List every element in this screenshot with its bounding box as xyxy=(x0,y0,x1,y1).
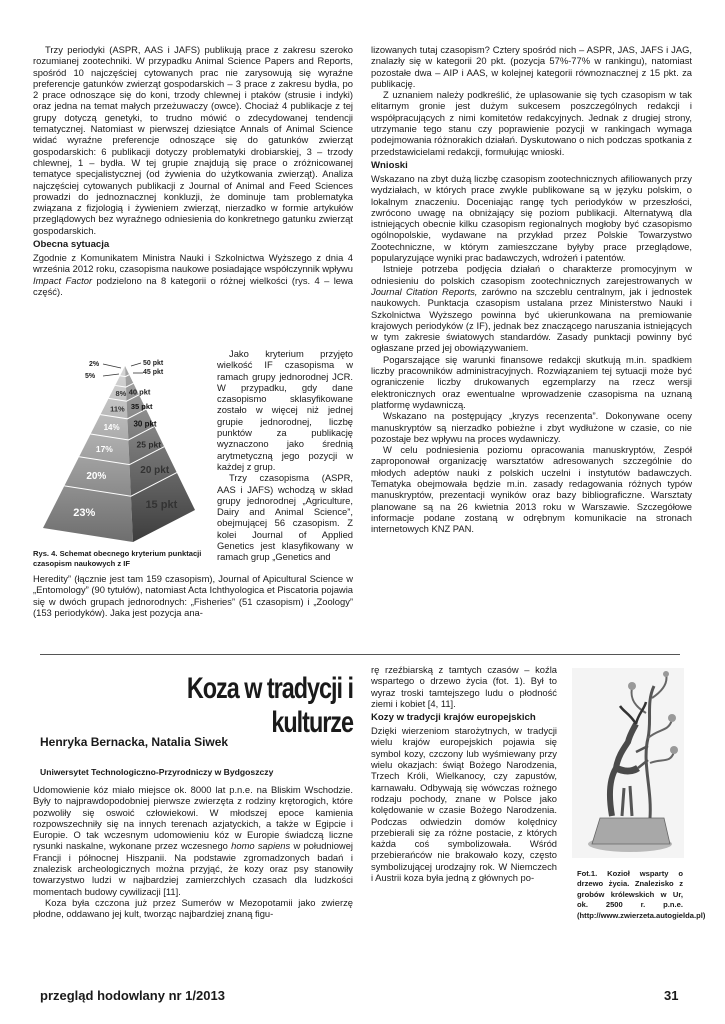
paragraph: Trzy czasopisma (ASPR, AAS i JAFS) wchodzą w skład grupy jednorodnej „Agriculture, Dairy and Animal Science”, obejmującej 56 czasopism. Z kolei Journal of Applied Genetics jest klasyfikowany w ramach grup „Genetics and xyxy=(217,472,353,563)
paragraph: Pogarszające się warunki finansowe redakcji skutkują m.in. spadkiem liczby pracowników administracyjnych. Rozwiązaniem tej sytuacji może być ograniczenie liczby drukowanych egzemplarzy na rzecz wersji elektronicznych oraz ewentualne wprowadzenie czasopisma na uznaną platformę wydawniczą. xyxy=(371,353,692,410)
paragraph-continued: Heredity” (łącznie jest tam 159 czasopism), Journal of Apicultural Science w „Entomology” (90 tytułów), natomiast Acta Ichthyologica et Piscatoria pojawia się w dwóch grupach jednorodnych: „Fisheries” (51 czasopism) i „Zoology” (153 periodyków). Jaka jest pozycja ana- xyxy=(33,573,353,618)
pyramid-points-label: 30 pkt xyxy=(133,419,157,429)
right-column xyxy=(371,44,692,534)
article-title: Koza w tradycji i kulturze xyxy=(186,672,353,739)
pyramid-points-label: 40 pkt xyxy=(128,387,151,397)
paragraph: Zgodnie z Komunikatem Ministra Nauki i Szkolnictwa Wyższego z dnia 4 września 2012 roku, czasopisma naukowe posiadające współczynnik wpływu Impact Factor podzielono na 8 kategorii o różnej wielkości (rys. 4 – lewa część). xyxy=(33,252,353,297)
text-beside-figure xyxy=(217,348,353,563)
pyramid-percent-label: 2% xyxy=(89,361,100,368)
pyramid-points-label: 35 pkt xyxy=(130,402,153,411)
paragraph: Jako kryterium przyjęto wielkość IF czasopisma w ramach grupy jednorodnej JCR. W przypadku, gdy dane czasopismo sklasyfikowane zostało w więcej niż jednej grupie jednorodnej, liczbę punktów za publikację wyznaczono jako średnią arytmetyczną jego pozycji w każdej z grup. xyxy=(217,348,353,472)
pyramid-points-label: 45 pkt xyxy=(143,369,164,376)
arrow-line xyxy=(103,364,121,368)
figure-caption: Rys. 4. Schemat obecnego kryterium punktacji czasopism naukowych z IF xyxy=(33,549,202,568)
pyramid-points-label: 15 pkt xyxy=(145,499,178,512)
section-divider xyxy=(40,654,680,655)
section-heading: Obecna sytuacja xyxy=(33,239,110,251)
pyramid-figure xyxy=(33,356,215,576)
pyramid-chart xyxy=(33,356,215,546)
pyramid-percent-label: 23% xyxy=(73,507,96,520)
paragraph: Koza była czczona już przez Sumerów w Mezopotamii jako zwierzę płodne, oddawano jej kult, tworząc najbardziej znaną figu- xyxy=(33,896,353,920)
arrow-line xyxy=(103,374,119,376)
pyramid-percent-label: 11% xyxy=(110,404,125,414)
page-number: 31 xyxy=(664,988,679,1003)
paragraph: lizowanych tutaj czasopism? Cztery spośród nich – ASPR, JAS, JAFS i JAG, znalazły się w kategorii 20 pkt. (pozycja 57%-77% w rankingu), natomiast pozostałe dwa – AIP i AAS, w kolejnej kategorii równoznacznej z 15 pkt. za publikację. xyxy=(371,44,692,89)
article-right-column xyxy=(371,664,557,883)
paragraph: W celu podniesienia poziomu opracowania manuskryptów, Zespół zaproponował organizację warsztatów adresowanych szczególnie do młodych adeptów nauki z polskich uczelni i instytutów badawczych. Tematyka obejmowała będzie m.in. zasady redagowania różnych typów manuskryptów, prezentacji wyników oraz bazy bibliograficzne. Warsztaty planowane są na 26 kwietnia 2013 roku w Warszawie. Szczegółowe informacje podane zostaną w odrębnym komunikacie na stronach internetowych KNZ PAN. xyxy=(371,444,692,535)
paragraph: Wskazano na postępujący „kryzys recenzenta”. Dokonywane oceny manuskryptów są nierzadko pobieżne i zbyt wydłużone w czasie, co nie pozostaje bez wpływu na proces wydawniczy. xyxy=(371,410,692,444)
goat-statue-photo xyxy=(572,668,684,858)
article-authors: Henryka Bernacka, Natalia Siwek xyxy=(40,735,229,749)
text-below-figure xyxy=(33,573,353,618)
section-heading: Kozy w tradycji krajów europejskich xyxy=(371,712,536,724)
paragraph: Z uznaniem należy podkreślić, że uplasowanie się tych czasopism w tak elitarnym gronie jest dużym sukcesem poszczególnych redakcji i współpracujących z nimi komitetów redakcyjnych. Jednak z drugiej strony, utrzymanie tego stanu czy poprawienie pozycji w rankingach wymaga podejmowania różnorakich działań. Dyskutowano o nich podczas spotkania z przedstawicielami redakcji, formułując wnioski. xyxy=(371,89,692,157)
goat-statue-illustration xyxy=(572,668,684,858)
arrow-line xyxy=(131,363,141,366)
pyramid-percent-label: 17% xyxy=(95,443,113,454)
pyramid-percent-label: 5% xyxy=(85,373,96,380)
pyramid-percent-label: 20% xyxy=(86,470,107,482)
article-affiliation: Uniwersytet Technologiczno-Przyrodniczy w Bydgoszczy xyxy=(40,767,274,777)
pyramid-percent-label: 8% xyxy=(115,389,127,399)
pyramid-points-label: 20 pkt xyxy=(140,465,170,476)
paragraph: Trzy periodyki (ASPR, AAS i JAFS) publikują prace z zakresu szeroko rozumianej zootechniki. W przypadku Animal Science Papers and Reports, spośród 10 najczęściej cytowanych prac nie zarysowują się wyraźne preferencje gatunków zwierząt gospodarskich – 3 prace z zakresu bydła, po 2 prace odnoszące się do koni, trzody chlewnej i ptaków (strusie i indyki) oraz jedna na temat małych przeżuwaczy (owce). Chociaż 4 publikacje z tej grupy dotyczą genetyki, to trudno mówić o zdecydowanej tendencji tematycznej. Natomiast w pierwszej dziesiątce Annals of Animal Science widać wyraźne preferencje odnoszące się do gatunków zwierząt gospodarskich: 6 publikacji dotyczy problematyki drobiarskiej, 3 – trzody chlewnej, 1 – bydła. W tej grupie znajdują się prace o zróżnicowanej tematyce specjalistycznej (od żywienia do użytkowania zwierząt). Analiza najczęściej cytowanych publikacji z Journal of Animal and Feed Sciences prowadzi do jednoznacznej konkluzji, że dominuje tam problematyka związana z fizjologią i żywieniem zwierząt, nierzadko w formie artykułów przeglądowych bez wyraźnego odniesienia do konkretnego gatunku zwierząt gospodarskich. xyxy=(33,44,353,236)
paragraph: Udomowienie kóz miało miejsce ok. 8000 lat p.n.e. na Bliskim Wschodzie. Były to najprawdopodobniej pierwsze zwierzęta z rodziny krętorogich, które pozwoliły się oswoić człowiekowi. W młodszej epoce kamienia rozpowszechniły się na innych terenach azjatyckich, a także w Egipcie i Europie. O tak wczesnym udomowieniu kóz w Europie świadczą liczne rysunki naskalne, wykonane przez wczesnego homo sapiens w południowej Francji i północnej Hiszpanii. Na podstawie zgromadzonych badań i znalezisk archeologicznych można przyjąć, że kozy oraz psy stanowiły towarzystwo ludzi w najbardziej zamierzchłych czasach dla ludzkości momentach budowy cywilizacji [11]. xyxy=(33,784,353,897)
pyramid-percent-label: 14% xyxy=(103,422,120,432)
journal-footer: przegląd hodowlany nr 1/2013 xyxy=(40,988,225,1003)
section-heading: Wnioski xyxy=(371,159,408,171)
left-column xyxy=(33,44,353,297)
paragraph: Istnieje potrzeba podjęcia działań o charakterze promocyjnym w odniesieniu do polskich czasopism zootechnicznych zarejestrowanych w Journal Citation Reports, zarówno na szczeblu centralnym, jak i jednostek naukowych. Punktacja czasopism ustalana przez Ministerstwo Nauki i Szkolnictwa Wyższego powinna być ukierunkowana na premiowanie krajowych periodyków (z IF), jednak bez znaczącego naruszania istniejących w tym zakresie światowych standardów. Zasady punktacji powinny być ogłaszane przed jej obowiązywaniem. xyxy=(371,263,692,354)
pyramid-points-label: 50 pkt xyxy=(143,360,164,367)
article-left-column xyxy=(33,784,353,920)
paragraph: Dzięki wierzeniom starożytnych, w tradycji wielu krajów europejskich pojawia się symbol kozy, czczony lub wyśmiewany przy wielu okazjach: świąt Bożego Narodzenia, Trzech Króli, Wielkanocy, czy zapustów, karnawału. Odbywają się wówczas rożnego rodzaju pochody, znane w Polsce jako kolędowanie w czasie Bożego Narodzenia. Podczas odwiedzin domów kolędnicy przebierali się za różne postacie, z których każda coś symbolizowała. Wśród przebierańców nie brakowało kozy, często symbolizującej urodzajny rok. W Niemczech i Austrii koza była jedną z głównych po- xyxy=(371,725,557,884)
pyramid-points-label: 25 pkt xyxy=(136,439,162,450)
paragraph: Wskazano na zbyt dużą liczbę czasopism zootechnicznych afiliowanych przy wydziałach, w których prace zwykle publikowane są w języku polskim, o lokalnym znaczeniu. Doceniając rangę tych periodyków w przeszłości, zwrócono uwagę na obniżający się poziom publikacji. Alternatywą dla istniejących obecnie kilku czasopism regionalnych mogłoby być czasopismo ogólnopolskie, wydawane na przykład przez Polskie Towarzystwo Zootechniczne, w którym zamieszczane byłyby prace przeglądowe, popularyzujące wyniki prac badawczych, wdrożeń i patentów. xyxy=(371,172,692,264)
paragraph: rę rzeźbiarską z tamtych czasów – koźla wspartego o drzewo życia (fot. 1). Był to wyraz troski tamtejszego ludu o płodność ziemi i kobiet [4, 11]. xyxy=(371,664,557,709)
photo-caption: Fot.1. Kozioł wsparty o drzewo życia. Znalezisko z grobów królewskich w Ur, ok. 2500 r. p.n.e. (http://www.zwierzeta.autogielda.pl) xyxy=(577,869,706,920)
